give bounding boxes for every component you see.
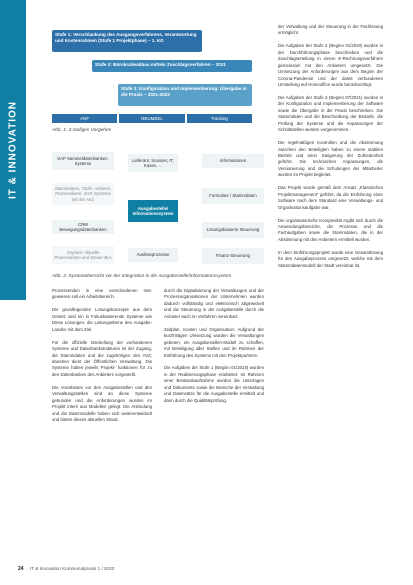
paragraph: Die grundlegenden Lösungskonzepte aus dem Gesetz sind ein in Fokusbasierende Systeme wie Diese Lösungen, die Leitungsebene des Ausgabe- Landes mit dem Ziel. <box>52 307 152 332</box>
left-box-2: Stammdaten, Tarife, Anbieter, Prozessdaten, SAP, Systeme mit der AVZ <box>52 183 114 205</box>
paragraph: durch die Digitalisierung der Verwaltungen und der Prozessorganisationen der Unternehmen wurden dadurch vollständig und elektronisch abgewickelt und die Steuerung in der Ausgabestelle durch die Anbieter auch im Verfahren vereinbart. <box>164 288 264 319</box>
right-box-4: Finanz-Steuerung <box>202 248 264 264</box>
paragraph: Die Aufgaben der Stufe 2 (Beginn 01/2020) wurden in der Durchführungsphase beschrieben und die Zuschlagserteilung in einem E-Rechnungsverfahren gemeinsam mit den Anbietern umgesetzt. Die Umsetzung der Anforderungen aus dem Beginn der Corona-Pandemie und der damit verbundenen Umstellung auf Homeoffice wurde berücksichtigt. <box>278 43 383 88</box>
figure-2-caption: Abb. 2: Systemübersicht vor der Integration in die Ausgabestelle/Informationssystem <box>52 274 232 279</box>
paragraph: Für die offizielle Darstellung der vorhandenen Systeme und Datenbankstrukturen ist der Zugang, die Stammdaten und die zugehörigen des AVZ; daneben dient der Öffentlichen Verwaltung. Die Systeme haben jeweils Projekt- funktionen für zu den Datenbanken des Anbieters vorgestellt. <box>52 339 152 377</box>
stage-2: Stufe 2: Bürokratieabbau mittels Zuschlagsverfahren – 2021 <box>92 60 252 72</box>
paragraph: der Verwaltung und der Steuerung in der Fachlösung ermöglicht. <box>278 24 383 36</box>
body-column-middle <box>164 288 264 411</box>
left-box-3: CRM Bewegungsdatenbanken <box>52 220 114 234</box>
body-column-right <box>278 24 383 276</box>
right-box-2: Formulare / Stammdaten <box>202 188 264 204</box>
phase-bar <box>52 114 252 123</box>
right-box-1: Informationen <box>202 154 264 168</box>
left-box-4: Geplant: Aktuelle Prozessdaten und Steuer-Bus <box>52 246 114 264</box>
paragraph: Die Aufgaben der Stufe 1 (Beginn 01/2019) wurden in der Realisierungsphase erarbeitet: Im Rahmen einer Bestandsaufnahme wurden die Unterlagen und Dokumente sowie die Bereiche der Verwaltung und Datensätze für die Ausgabestelle ermittelt und dann durch die Qualitätsprüfung. <box>164 365 264 403</box>
phase-3: Tracking <box>187 114 252 123</box>
paragraph: Prozessenden in eine verschiedenen Inst- gewiesen soll ein Arbeitsbereich. <box>52 288 152 300</box>
paragraph: Die organisatorische Komplexität ergibt sich durch die Anwendungsbereiche, die Prozesse und die Fachaufgaben sowie die Stammdaten, die in der Abstimmung mit den Anbietern ermittelt wurden. <box>278 217 383 242</box>
section-label: IT & INNOVATION <box>7 101 19 199</box>
section-band <box>0 0 26 300</box>
paragraph: Die regelmäßigen Kontrollen und die Abstimmung zwischen den Beteiligten haben zu einem stabilen Betrieb und einer Steigerung der Zufriedenheit geführt. Die technischen Anpassungen, die Versionierung und die Schulungen der Mitarbeiter wurden im Projekt begleitet. <box>278 140 383 178</box>
paragraph: Das Projekt wurde gemäß dem Ansatz „Klassisches Projektmanagement“ geführt, da die Einführung einer Software nach dem Standard eine Verwaltungs- und Organisationsaufgabe war. <box>278 185 383 210</box>
right-box-3: Lösungsbasierte Steuerung <box>202 222 264 238</box>
phase-2: NEUMEEL <box>119 114 184 123</box>
stage-3: Stufe 3: Konfiguration und Implementierung: Übergabe in die Praxis – 2021-2022 <box>118 84 252 106</box>
figure-system-overview <box>52 150 264 270</box>
paragraph: In dem Einführungsprojekt wurde eine Gesamtlösung für den Ausgabeprozess umgesetzt, welche mit dem Stammdatenmodell der Stadt vereinbar ist. <box>278 249 383 268</box>
middle-box-core: Ausgabestelle/ Informationssystem <box>128 200 178 222</box>
paragraph: Die Vorarbeiten vor den Ausgabestellen und den Verwaltungsstellen sind an diese Systeme gebunden und die Anforderungen wurden im Projekt intern aus Modellen gelegt. Die Anbindung und die Datenmodelle haben sich weiterentwickelt und bieten diesen aktuellen Stand. <box>52 384 152 423</box>
paragraph: Die Aufgaben der Stufe 3 (Beginn 07/2021) wurden in der Konfiguration und Implementierung der Software sowie die Übergabe in die Praxis beschrieben. Die Stammdaten und die Beschreibung der Bedarfe, die Prüfung der Systeme und die Anpassungen der Schnittstellen wurden vorgenommen. <box>278 94 383 133</box>
publication-footer: IT & Innovation Kommunalpraxis 1 / 2023 <box>30 566 115 571</box>
phase-1: ANF <box>52 114 117 123</box>
middle-box-top: Lieferant, Scanner, IT, Kasse, ... <box>128 154 178 172</box>
paragraph: Zeitplan, Kosten und Organisation: Aufgrund der kurzfristigen Umsetzung wurden die Verwaltungen gebeten, ein Ausgabestellen-Modell zu schaffen, mit Beteiligung aller Stellen und im Rahmen der Einführung des Systems mit den Projektpartnern. <box>164 326 264 358</box>
middle-box-bottom: Auslöseprozesse <box>128 248 178 262</box>
body-column-left <box>52 288 152 430</box>
stage-1: Stufe 1: Verschlankung des Ausgangsverfahrens, Verantwortung und Kostenrahmen (Stufe 1 Projektphase) – 1. KG <box>52 30 202 52</box>
left-box-1: SAP Sammeldatenbanken, Systeme <box>52 152 114 170</box>
page-number: 24 <box>18 566 24 572</box>
figure-1-caption: Abb. 1: 3-stufiges Vorgehen <box>52 128 112 133</box>
